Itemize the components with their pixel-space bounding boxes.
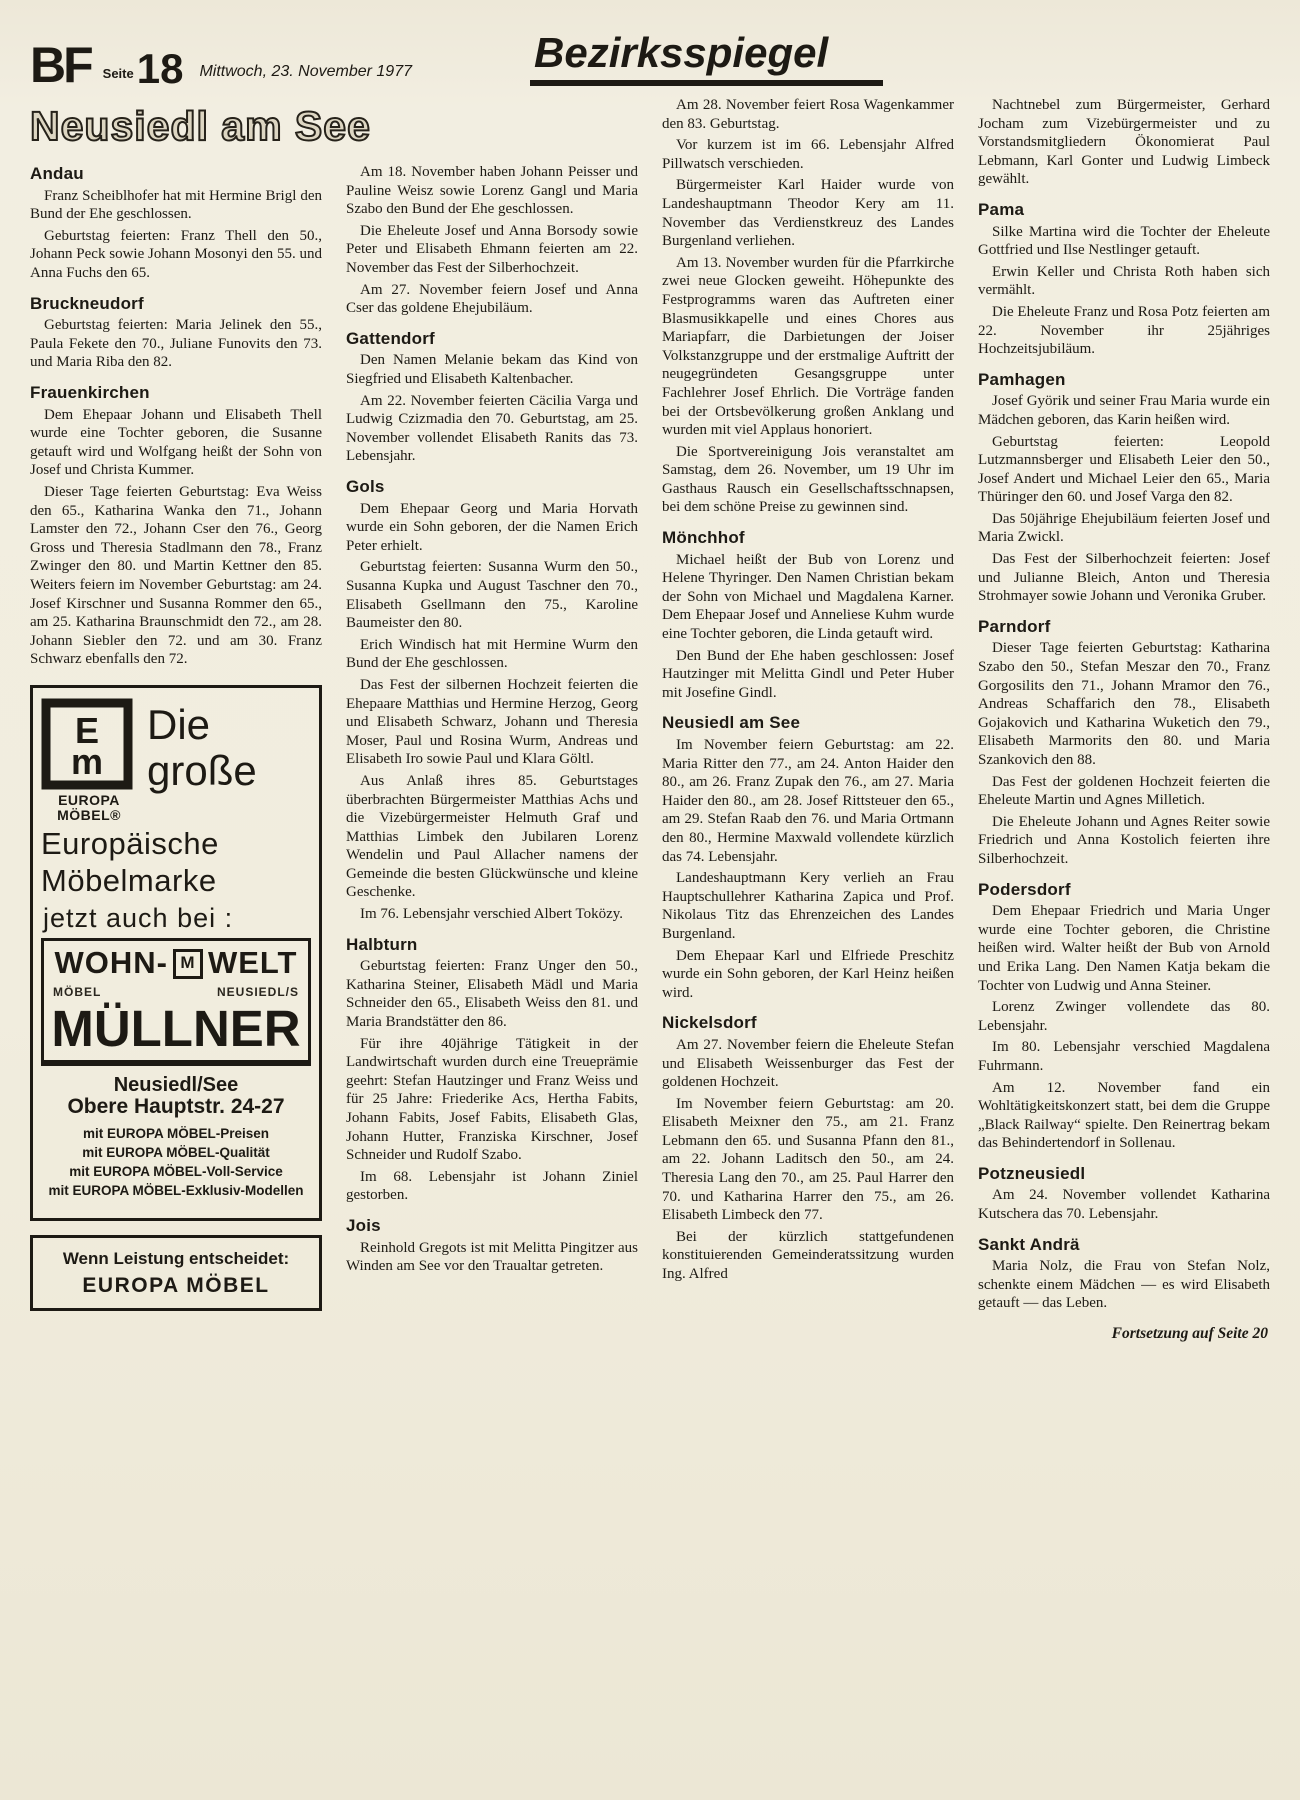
- news-paragraph: Am 12. November fand ein Wohltätigkeitskonzert statt, bei dem die Gruppe „Black Railway“ spielte. Den Reinertrag bekam das Behindertendorf in Sollenau.: [978, 1079, 1270, 1152]
- news-paragraph: Die Eheleute Franz und Rosa Potz feierten am 22. November ihr 25jähriges Hochzeitsjubiläum.: [978, 303, 1270, 358]
- ad-brand-line1: EUROPA: [58, 791, 120, 808]
- news-paragraph: Dieser Tage feierten Geburtstag: Eva Weiss den 65., Katharina Wanka den 71., Johann Lamster den 72., Johann Cser den 76., Georg Gross und Theresia Stadlmann den 78., Franz Zwinger den 80. und Martin Kettner den 85. Weiters feiern im November Geburtstag: am 24. Josef Kirschner und Susanna Rommer den 65., am 25. Katharina Braunschmidt den 72., am 28. Johann Siebler den 72. und am 30. Franz Schwarz ebenfalls den 72.: [30, 484, 322, 668]
- news-paragraph: Nachtnebel zum Bürgermeister, Gerhard Jocham zum Vizebürgermeister und zu Vorstandsmitgliedern Ökonomierat Paul Lebmann, Karl Gonter und Ludwig Limbeck gewählt.: [978, 97, 1270, 188]
- news-paragraph: Das 50jährige Ehejubiläum feierten Josef und Maria Zwickl.: [978, 510, 1270, 546]
- news-paragraph: Im 80. Lebensjahr verschied Magdalena Fuhrmann.: [978, 1039, 1270, 1074]
- news-paragraph: Am 24. November vollendet Katharina Kutschera das 70. Lebensjahr.: [978, 1187, 1270, 1223]
- ad-address-block: [41, 1063, 311, 1206]
- news-paragraph: Erwin Keller und Christa Roth haben sich vermählt.: [978, 263, 1270, 299]
- ad-tagline: jetzt auch bei :: [43, 903, 234, 933]
- wohnwelt-row: [50, 945, 302, 981]
- news-paragraph: Michael heißt der Bub von Lorenz und Helene Thyringer. Den Namen Christian bekam der Sohn von Michael und Magdalena Karner. Dem Ehepaar Josef und Anneliese Kuhm wurde eine Tochter geboren, die Linda getauft wird.: [662, 551, 954, 643]
- svg-text:E: E: [74, 709, 100, 751]
- column-1: [30, 163, 322, 1764]
- news-paragraph: Im November feiern Geburtstag: am 22. Maria Ritter den 77., am 24. Anton Haider den 80., am 26. Franz Zupak den 76., am 27. Maria Haider den 80., am 28. Josef Rittsteuer den 65., am 29. Stefan Raab den 76. und Maria Ortmann den 80., Hermine Maxwald vollendete kürzlich das 74. Lebensjahr.: [662, 737, 954, 865]
- news-paragraph: Bei der kürzlich stattgefundenen konstituierenden Gemeinderatssitzung wurden Ing. Alfred: [662, 1228, 954, 1283]
- ad-address-street: Obere Hauptstr. 24-27: [67, 1094, 285, 1118]
- news-paragraph: Die Sportvereinigung Jois veranstaltet am Samstag, dem 26. November, um 19 Uhr im Gasthaus Rausch ein Gesellschaftsschnapsen, bei dem schöne Preise zu gewinnen sind.: [662, 443, 954, 516]
- ad-feature-line: mit EUROPA MÖBEL-Exklusiv-Modellen: [48, 1183, 304, 1199]
- news-paragraph: Am 28. November feiert Rosa Wagenkammer den 83. Geburtstag.: [662, 97, 954, 132]
- locality-heading: Gols: [346, 477, 385, 496]
- news-paragraph: Im 76. Lebensjahr verschied Albert Toközy.: [360, 906, 624, 923]
- store-sub-right: NEUSIEDL/S: [216, 984, 299, 999]
- locality-heading: Nickelsdorf: [662, 1013, 757, 1033]
- news-paragraph: Franz Scheiblhofer hat mit Hermine Brigl den Bund der Ehe geschlossen.: [30, 187, 322, 223]
- news-paragraph: Am 18. November haben Johann Peisser und Pauline Weisz sowie Lorenz Gangl und Maria Szabo den Bund der Ehe geschlossen.: [346, 164, 638, 218]
- wohnwelt-m-logo-icon: M: [173, 949, 203, 979]
- svg-text:m: m: [70, 740, 104, 782]
- locality-heading: Mönchhof: [662, 528, 745, 548]
- news-paragraph: Das Fest der silbernen Hochzeit feierten die Ehepaare Matthias und Hermine Herzog, Georg und Elisabeth Schwarz, Johann und Theresia Moser, Paul und Rosina Wurm, Andreas und Elisabeth Iro sowie Paul und Klara Göltl.: [346, 676, 638, 768]
- ad-slogan-line2: EUROPA MÖBEL: [82, 1273, 270, 1297]
- news-paragraph: Das Fest der goldenen Hochzeit feierten die Eheleute Martin und Agnes Milletich.: [978, 773, 1270, 809]
- column-4: [978, 96, 1270, 1764]
- news-paragraph: Bürgermeister Karl Haider wurde von Landeshauptmann Theodor Kery am 11. November das Verdienstkreuz des Landes Burgenland verliehen.: [662, 177, 954, 250]
- ad-headline-word1: Die: [147, 700, 211, 748]
- news-paragraph: Lorenz Zwinger vollendete das 80. Lebensjahr.: [978, 999, 1270, 1034]
- news-paragraph: Für ihre 40jährige Tätigkeit in der Landwirtschaft wurden durch eine Treueprämie geehrt: Stefan Hautzinger und Franz Weiss und für 25 Jahre: Friederike Acs, Hertha Fabits, Johann Fabits, Josef Fabits, Elisabeth Glas, Johann Hutter, Franziska Kirschner, Josef Schneider und Rudolf Szabo.: [346, 1035, 638, 1164]
- news-paragraph: Im 68. Lebensjahr ist Johann Ziniel gestorben.: [346, 1168, 638, 1204]
- ad-feature-line: mit EUROPA MÖBEL-Voll-Service: [69, 1164, 283, 1180]
- column-3-articles: [662, 96, 954, 1284]
- news-paragraph: Im November feiern Geburtstag: am 20. Elisabeth Meixner den 75., am 21. Franz Lebmann den 65. und Susanna Pfann den 81., am 22. Johann Laditsch den 50., am 24. Theresia Lang den 70., am 25. Paul Harrer den 70. und Katharina Harrer den 75., am 26. Elisabeth Limbeck den 77.: [662, 1095, 954, 1224]
- column-1-articles: [30, 165, 322, 669]
- locality-heading: Pamhagen: [978, 369, 1066, 389]
- news-paragraph: Am 13. November wurden für die Pfarrkirche zwei neue Glocken geweiht. Höhepunkte des Festprogramms waren das Auftreten einer Blasmusikkapelle und eines Chores aus Mariapfarr, die Darbietungen der Joiser Volkstanzgruppe und der erstmalige Auftritt der neugegründeten Gesangsgruppe unter Fachlehrer Josef Ehrlich. Die Vorträge fanden bei der Ortsbevölkerung großen Anklang und wurden mit viel Applaus honoriert.: [662, 254, 954, 439]
- news-paragraph: Silke Martina wird die Tochter der Eheleute Gottfried und Ilse Nestlinger getauft.: [978, 223, 1270, 259]
- locality-heading: Frauenkirchen: [30, 383, 150, 403]
- news-paragraph: Am 27. November feiern Josef und Anna Cser das goldene Ehejubiläum.: [346, 281, 638, 317]
- ad-address-town: Neusiedl/See: [113, 1074, 239, 1097]
- news-paragraph: Am 22. November feierten Cäcilia Varga und Ludwig Czizmadia den 70. Geburtstag, am 25. November vollendet Elisabeth Ranits das 73. Lebensjahr.: [346, 392, 638, 465]
- ad-headline: [147, 698, 257, 824]
- ad-headline-word4: Möbelmarke: [41, 863, 217, 899]
- column-2-articles: [346, 163, 638, 1276]
- news-paragraph: Josef Györik und seiner Frau Maria wurde ein Mädchen geboren, das Karin heißen wird.: [978, 393, 1270, 428]
- locality-heading: Jois: [346, 1215, 381, 1235]
- locality-heading: Pama: [978, 199, 1025, 219]
- news-paragraph: Erich Windisch hat mit Hermine Wurm den Bund der Ehe geschlossen.: [346, 636, 638, 672]
- europa-moebel-slogan-box: [30, 1235, 322, 1310]
- locality-heading: Halbturn: [346, 934, 418, 954]
- locality-heading: Andau: [30, 164, 84, 184]
- news-paragraph: Dem Ehepaar Friedrich und Maria Unger wurde eine Tochter geboren, die Christine heißen wird. Walter heißt der Bub von Arnold und Erika Lang. Den Namen Katja bekam die Tochter von Ludwig und Anna Steiner.: [978, 903, 1270, 994]
- news-paragraph: Die Eheleute Josef und Anna Borsody sowie Peter und Elisabeth Ehmann feierten am 22. November das Fest der Silberhochzeit.: [346, 222, 638, 277]
- europa-moebel-ad: [30, 685, 322, 1221]
- news-paragraph: Dem Ehepaar Karl und Elfriede Preschitz wurde ein Sohn geboren, der Karl Heinz heißen wird.: [662, 947, 954, 1001]
- ad-feature-line: mit EUROPA MÖBEL-Preisen: [82, 1126, 270, 1142]
- locality-heading: Potzneusiedl: [978, 1163, 1086, 1183]
- ad-brand-line2: MÖBEL®: [57, 807, 121, 824]
- europa-moebel-logo-icon: [41, 698, 133, 790]
- masthead-title: Bezirksspiegel: [530, 32, 883, 86]
- news-paragraph: Den Bund der Ehe haben geschlossen: Josef Hautzinger mit Melitta Gindl und Peter Huber mit Josefine Gindl.: [662, 647, 954, 701]
- seite-label: Seite: [102, 66, 134, 81]
- ad-feature-list: [45, 1124, 307, 1200]
- continuation-note: Fortsetzung auf Seite 20: [1111, 1325, 1268, 1343]
- locality-heading: Parndorf: [978, 616, 1051, 636]
- store-name-part2: WELT: [207, 945, 298, 981]
- page-number: 18: [136, 44, 184, 92]
- news-paragraph: Die Eheleute Johann und Agnes Reiter sowie Friedrich und Anna Kostolich feierten ihre Silberhochzeit.: [978, 813, 1270, 867]
- news-paragraph: Dieser Tage feierten Geburtstag: Katharina Szabo den 50., Stefan Meszar den 70., Franz Gorgosilits den 71., Johann Mramor den 76., Andreas Schaffarich den 78., Elisabeth Gojakovich und Katharina Wuketich den 79., Elisabeth Marmorits den 80. und Maria Szankovich den 88.: [978, 640, 1270, 768]
- date-line: Mittwoch, 23. November 1977: [199, 63, 412, 80]
- news-paragraph: Geburtstag feierten: Maria Jelinek den 55., Paula Fekete den 70., Juliane Funovits den 73. und Maria Riba den 82.: [30, 317, 322, 371]
- news-paragraph: Am 27. November feiern die Eheleute Stefan und Elisabeth Weissenburger das Fest der goldenen Hochzeit.: [662, 1036, 954, 1091]
- column-2: [346, 163, 638, 1764]
- locality-heading: Bruckneudorf: [30, 293, 144, 313]
- news-paragraph: Landeshauptmann Kery verlieh an Frau Hauptschullehrer Katharina Zapica und Prof. Nikolaus Titz das Ehrenzeichen des Landes Burgenland.: [662, 870, 954, 942]
- locality-heading: Gattendorf: [346, 328, 435, 348]
- news-paragraph: Maria Nolz, die Frau von Stefan Nolz, schenkte einem Mädchen — es wird Elisabeth getauft — das Leben.: [978, 1258, 1270, 1312]
- news-paragraph: Dem Ehepaar Johann und Elisabeth Thell wurde eine Tochter geboren, die Susanne getauft wird und Wolfgang heißt der Sohn von Josef und Christa Kummer.: [30, 406, 322, 479]
- ad-top-row: [41, 698, 311, 824]
- masthead: [30, 22, 1270, 93]
- news-paragraph: Den Namen Melanie bekam das Kind von Siegfried und Elisabeth Kaltenbacher.: [346, 352, 638, 388]
- ad-feature-line: mit EUROPA MÖBEL-Qualität: [82, 1145, 270, 1161]
- news-paragraph: Geburtstag feierten: Franz Unger den 50., Katharina Steiner, Elisabeth Mädl und Maria Schneider den 65., Elisabeth Weiss den 81. und Maria Brandstätter den 86.: [346, 958, 638, 1031]
- section-title: Neusiedl am See: [30, 103, 371, 149]
- store-sub-left: MÖBEL: [53, 984, 102, 999]
- store-name-part1: WOHN-: [54, 945, 168, 981]
- news-paragraph: Vor kurzem ist im 66. Lebensjahr Alfred Pillwatsch verschieden.: [662, 137, 954, 172]
- content-grid: [30, 96, 1270, 1764]
- page-number-group: [102, 44, 184, 92]
- locality-heading: Sankt Andrä: [978, 1234, 1080, 1254]
- store-big-name: MÜLLNER: [51, 1000, 301, 1058]
- news-paragraph: Reinhold Gregots ist mit Melitta Pingitzer aus Winden am See vor den Traualtar getreten.: [346, 1239, 638, 1275]
- news-paragraph: Geburtstag feierten: Leopold Lutzmannsberger und Elisabeth Leier den 50., Josef Andert und Michael Leier den 65., Maria Thüringer den 60. und Josef Varga den 82.: [978, 433, 1270, 506]
- ad-headline-word3: Europäische: [41, 825, 219, 861]
- locality-heading: Neusiedl am See: [662, 713, 801, 733]
- news-paragraph: Geburtstag feierten: Susanna Wurm den 50., Susanna Kupka und August Taschner den 70., Elisabeth Gsellmann den 75., Karoline Baumeister den 80.: [346, 559, 638, 632]
- locality-heading: Podersdorf: [978, 879, 1071, 899]
- ad-slogan-line1: Wenn Leistung entscheidet:: [62, 1249, 290, 1269]
- news-paragraph: Dem Ehepaar Georg und Maria Horvath wurde ein Sohn geboren, der die Namen Erich Peter erhielt.: [346, 500, 638, 554]
- ad-store-block: [41, 938, 311, 1064]
- news-paragraph: Das Fest der Silberhochzeit feierten: Josef und Julianne Bleich, Anton und Theresia Strohmayer sowie Johann und Veronika Gruber.: [978, 551, 1270, 605]
- column-3: [662, 96, 954, 1764]
- column-4-articles: [978, 96, 1270, 1313]
- store-sub-row: [50, 983, 302, 1002]
- ad-brand-name: [41, 793, 137, 824]
- bf-logo: BF: [30, 36, 91, 93]
- ad-brand-block: [41, 698, 137, 824]
- ad-headline-word2: große: [147, 747, 257, 795]
- news-paragraph: Geburtstag feierten: Franz Thell den 50., Johann Peck sowie Johann Mosonyi den 55. und Anna Fuchs den 65.: [30, 227, 322, 282]
- news-paragraph: Aus Anlaß ihres 85. Geburtstages überbrachten Bürgermeister Matthias Achs und die Vizebürgermeister Helmuth Graf und Matthias Limbek den Jubilaren Lorenz Wendelin und Paul Allacher namens der Gemeinde die besten Glückwünsche und kleine Geschenke.: [346, 772, 638, 901]
